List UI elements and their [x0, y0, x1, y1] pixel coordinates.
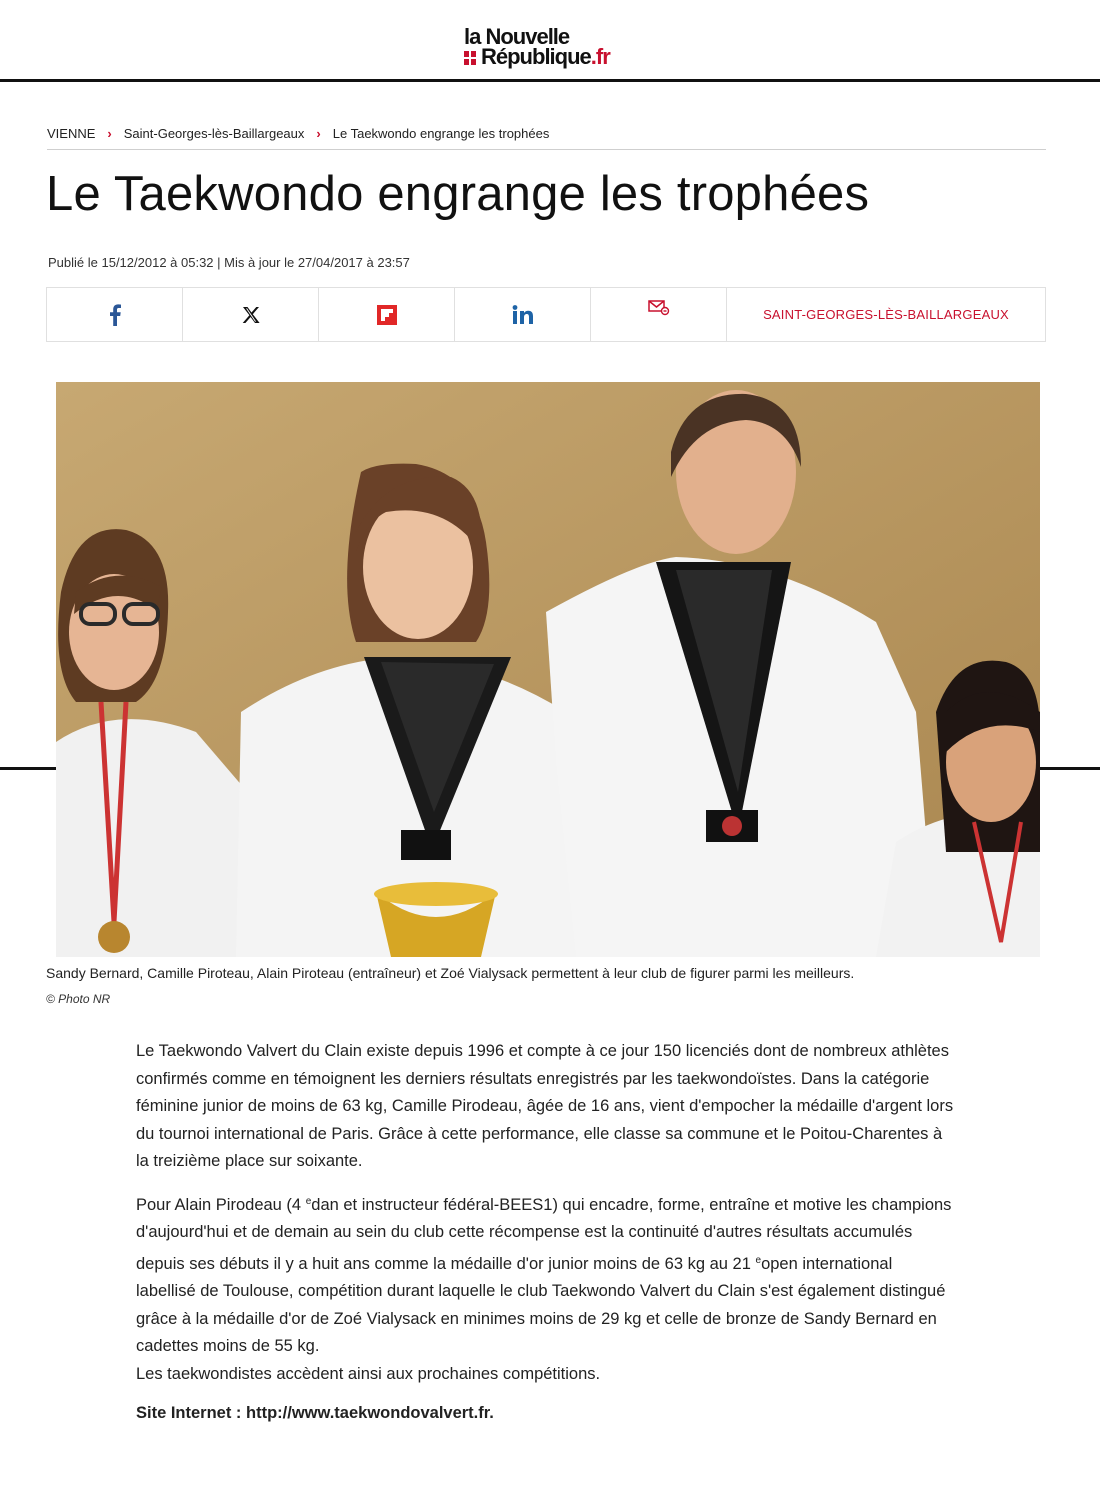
site-end: . — [489, 1404, 494, 1422]
town-tag-link[interactable] — [727, 288, 1045, 341]
chevron-right-icon: › — [107, 126, 112, 141]
logo-text: République — [481, 44, 591, 69]
divider-right — [1038, 767, 1100, 770]
article-photo — [56, 382, 1040, 957]
site-link[interactable]: http://www.taekwondovalvert.fr — [246, 1404, 490, 1422]
photo-caption: Sandy Bernard, Camille Piroteau, Alain Piroteau (entraîneur) et Zoé Vialysack permettent à leur club de figurer parmi les meilleurs. — [46, 965, 855, 981]
facebook-icon — [108, 304, 122, 326]
share-facebook-button[interactable] — [47, 288, 183, 341]
breadcrumb — [47, 126, 1046, 150]
photo-credit: © Photo NR — [46, 992, 111, 1006]
breadcrumb-item-town[interactable]: Saint-Georges-lès-Baillargeaux — [123, 126, 305, 141]
site-logo[interactable] — [464, 26, 644, 68]
mail-icon — [648, 299, 670, 317]
page-title: Le Taekwondo engrange les trophées — [46, 167, 870, 221]
x-icon — [242, 306, 260, 324]
p2-sup-2: e — [755, 1254, 762, 1266]
logo-mark-icon — [464, 51, 476, 65]
p2-part-a: Pour Alain Pirodeau (4 — [136, 1195, 306, 1214]
site-label: Site Internet : — [136, 1404, 247, 1422]
flipboard-icon — [377, 305, 397, 325]
logo-line2 — [464, 46, 644, 68]
logo-line1: la Nouvelle — [464, 24, 570, 49]
site-line — [136, 1400, 956, 1428]
chevron-right-icon: › — [316, 126, 321, 141]
paragraph-2 — [136, 1188, 956, 1361]
p2-sup-1: e — [305, 1195, 312, 1207]
paragraph-3: Les taekwondistes accèdent ainsi aux prochaines compétitions. — [136, 1364, 601, 1383]
p2-part-c: open international labellisé de Toulouse, compétition durant laquelle le club Taekwondo Valvert du Clain s'est également distingué grâce à la médaille d'or de Zoé Vialysack en minimes moins de 29 kg et celle de bronze de Sandy Bernard en cadettes moins de 55 kg. — [136, 1254, 946, 1355]
share-flipboard-button[interactable] — [319, 288, 455, 341]
breadcrumb-item-vienne[interactable]: VIENNE — [47, 126, 96, 141]
linkedin-icon — [512, 305, 534, 325]
article-body — [136, 1038, 956, 1440]
town-tag-label: SAINT-GEORGES-LÈS-BAILLARGEAUX — [763, 307, 1009, 322]
publish-meta: Publié le 15/12/2012 à 05:32 | Mis à jour le 27/04/2017 à 23:57 — [48, 255, 410, 270]
share-bar — [46, 287, 1046, 342]
paragraph-1: Le Taekwondo Valvert du Clain existe depuis 1996 et compte à ce jour 150 licenciés dont de nombreux athlètes confirmés comme en témoignent les derniers résultats enregistrés par les taekwondoïstes. Dans la catégorie féminine junior de moins de 63 kg, Camille Pirodeau, âgée de 16 ans, vient d'empocher la médaille d'argent lors du tournoi international de Paris. Grâce à cette performance, elle classe sa commune et le Poitou-Charentes à la treizième place sur soixante. — [136, 1042, 954, 1170]
masthead — [0, 0, 1100, 82]
p2-part-b: dan et instructeur fédéral-BEES1) qui encadre, forme, entraîne et motive les champions d'aujourd'hui et de demain au sein du club cette récompense est la continuité d'autres résultats accumulés depuis ses débuts il y a huit ans comme la médaille d'or junior moins de 63 kg au 21 — [136, 1195, 952, 1273]
share-linkedin-button[interactable] — [455, 288, 591, 341]
logo-tld: .fr — [590, 44, 610, 69]
share-email-button[interactable] — [591, 288, 727, 341]
divider-left — [0, 767, 60, 770]
breadcrumb-item-current: Le Taekwondo engrange les trophées — [332, 126, 550, 141]
share-x-button[interactable] — [183, 288, 319, 341]
